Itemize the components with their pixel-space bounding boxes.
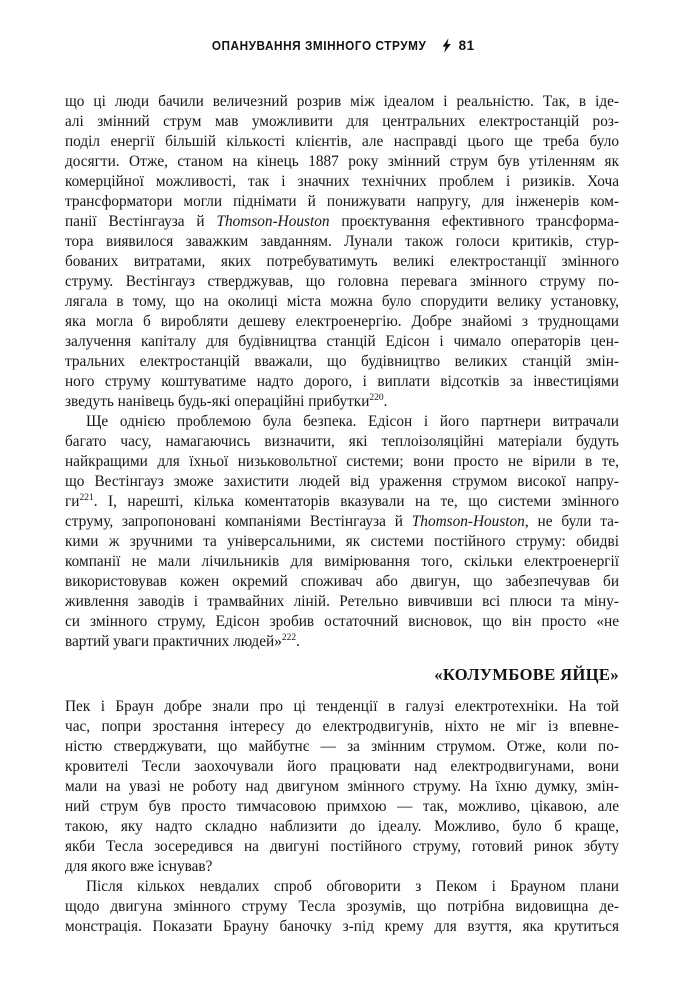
- text-run: лягала в тому, що на околиці міста можна було спорудити велику установку,: [65, 293, 619, 310]
- text-run: для якого вже існував?: [65, 858, 213, 875]
- text-run: зведуть нанівець будь-які операційні прибутки: [65, 393, 370, 410]
- text-line: [65, 332, 619, 352]
- text-run: струму. Вестінгауз стверджував, що головна перевага змінного струму по-: [65, 273, 619, 290]
- text-line: [65, 857, 619, 877]
- text-run: .: [383, 393, 388, 410]
- section-heading: «КОЛУМБОВЕ ЯЙЦЕ»: [434, 665, 619, 684]
- text-line: [65, 252, 619, 272]
- text-line: [65, 172, 619, 192]
- text-run: живлення заводів і трамвайних ліній. Ретельно вивчивши всі плюси та міну-: [65, 593, 619, 610]
- text-line: [65, 92, 619, 112]
- text-run: такою, яку надто складно наблизити до ідеалу. Можливо, було б краще,: [65, 818, 619, 835]
- text-line: [65, 697, 619, 717]
- text-line: [65, 612, 619, 632]
- text-run: багато часу, намагаючись визначити, які теплоізоляційні матеріали будуть: [65, 433, 619, 450]
- text-line: [65, 777, 619, 797]
- text-line: [65, 272, 619, 292]
- text-run: час, попри зростання інтересу до електродвигунів, ніхто не міг із впевне-: [65, 718, 619, 735]
- paragraph: [65, 877, 619, 937]
- text-line: [65, 492, 619, 512]
- text-run: ного струму коштуватиме надто дорого, і виплати відсотків за інвестиціями: [65, 373, 619, 390]
- text-line: [65, 392, 619, 412]
- text-run: .: [296, 633, 300, 650]
- text-run: щодо двигуна змінного струму Тесла зрозумів, що потрібна видовищна де-: [65, 898, 619, 915]
- text-run: поділ енергії більшій кількості клієнтів, але насправді цього ще треба було: [65, 133, 619, 150]
- text-line: [65, 352, 619, 372]
- text-run: компанії не мали лічильників для вимірювання того, скільки електроенергії: [65, 553, 619, 570]
- text-run: комерційної можливості, так і значних технічних проблем і ризиків. Хоча: [65, 173, 619, 190]
- text-line: [65, 817, 619, 837]
- text-line: [65, 532, 619, 552]
- text-run: використовував кожен окремий споживач або двигун, що забезпечував би: [65, 573, 619, 590]
- text-run: ги: [65, 493, 80, 510]
- text-line: [65, 452, 619, 472]
- text-run: вартий уваги практичних людей»: [65, 633, 282, 650]
- text-line: [65, 232, 619, 252]
- text-run: Пек і Браун добре знали про ці тенденції в галузі електротехніки. На той: [65, 698, 619, 715]
- text-run: досягти. Отже, станом на кінець 1887 року змінний струм був утіленням як: [65, 153, 619, 170]
- footnote-ref: 222: [281, 633, 297, 643]
- page-number: 81: [458, 38, 475, 53]
- text-line: [65, 592, 619, 612]
- text-line: [65, 152, 619, 172]
- text-run: тора виявилося заважким завданням. Лунали також голоси критиків, стур-: [65, 233, 619, 250]
- text-line: [65, 837, 619, 857]
- text-run: мали на увазі не роботу над двигуном змінного струму. На їхню думку, змін-: [65, 778, 619, 795]
- text-run: ністю стверджувати, що майбутнє — за змінним струмом. Отже, коли по-: [65, 738, 619, 755]
- chapter-title: ОПАНУВАННЯ ЗМІННОГО СТРУМУ: [212, 38, 427, 53]
- paragraph: [65, 697, 619, 877]
- text-run: си змінного струму, Едісон зробив остаточний висновок, що він просто «не: [65, 613, 619, 630]
- text-run: кровителі Тесли заохочували його працювати над електродвигунами, вони: [65, 758, 619, 775]
- text-line: [65, 877, 619, 897]
- text-line: [65, 292, 619, 312]
- text-run: Thomson-Houston: [216, 213, 330, 230]
- text-line: [65, 192, 619, 212]
- text-line: [65, 717, 619, 737]
- text-run: найкращими для їхньої низьковольтної системи; вони просто не вірили в те,: [65, 453, 619, 470]
- text-line: [65, 432, 619, 452]
- text-run: якби Тесла зосередився на двигуні постійного струму, готовий ринок збуту: [65, 838, 619, 855]
- text-line: [65, 112, 619, 132]
- text-run: що ці люди бачили величезний розрив між ідеалом і реальністю. Так, в іде-: [65, 93, 619, 110]
- text-run: залучення капіталу для будівництва станцій Едісон і чимало операторів цен-: [65, 333, 619, 350]
- text-line: [65, 737, 619, 757]
- paragraph: [65, 412, 619, 652]
- page-body: [65, 92, 619, 937]
- text-run: алі змінний струм мав уможливити для центральних електростанцій роз-: [65, 113, 619, 130]
- text-run: Після кількох невдалих спроб обговорити з Пеком і Брауном плани: [86, 878, 619, 895]
- text-line: [65, 757, 619, 777]
- text-run: проєктування ефективного трансформа-: [329, 213, 619, 230]
- text-line: [65, 132, 619, 152]
- text-run: . І, нарешті, кілька коментаторів вказували на те, що системи змінного: [93, 493, 619, 510]
- running-head: [0, 38, 680, 53]
- text-run: кими ж зручними та універсальними, як системи постійного струму: обидві: [65, 533, 619, 550]
- text-run: монстрація. Показати Брауну баночку з-під крему для взуття, яка крутиться: [65, 918, 619, 935]
- text-run: бованих витратами, яких потребуватимуть великі електростанції змінного: [65, 253, 619, 270]
- text-line: [65, 372, 619, 392]
- text-line: [65, 797, 619, 817]
- text-line: [65, 512, 619, 532]
- text-run: трансформатори могли піднімати й понижувати напругу, для інженерів ком-: [65, 193, 619, 210]
- footnote-ref: 220: [369, 393, 384, 403]
- text-run: панії Вестінгауза й: [65, 213, 217, 230]
- text-line: [65, 412, 619, 432]
- text-line: [65, 472, 619, 492]
- footnote-ref: 221: [79, 493, 94, 503]
- text-line: [65, 312, 619, 332]
- lightning-bolt-icon: [442, 38, 451, 53]
- text-line: [65, 632, 619, 652]
- text-run: яка могла б виробляти дешеву електроенергію. Добре знайомі з труднощами: [65, 313, 619, 330]
- text-line: [65, 917, 619, 937]
- paragraph: [65, 92, 619, 412]
- text-run: ний струм був просто тимчасовою примхою — так, можливо, цікавою, але: [65, 798, 619, 815]
- text-line: [65, 572, 619, 592]
- text-run: що Вестінгауз зможе захистити людей від ураження струмом високої напру-: [65, 473, 619, 490]
- text-run: Ще однією проблемою була безпека. Едісон і його партнери витрачали: [86, 413, 619, 430]
- text-line: [65, 897, 619, 917]
- text-run: струму, запропоновані компаніями Вестінгауза й: [65, 513, 412, 530]
- text-run: Thomson-Houston: [411, 513, 525, 530]
- text-run: , не були та-: [524, 513, 619, 530]
- text-line: [65, 552, 619, 572]
- text-run: тральних електростанцій вважали, що будівництво великих станцій змін-: [65, 353, 619, 370]
- text-line: [65, 212, 619, 232]
